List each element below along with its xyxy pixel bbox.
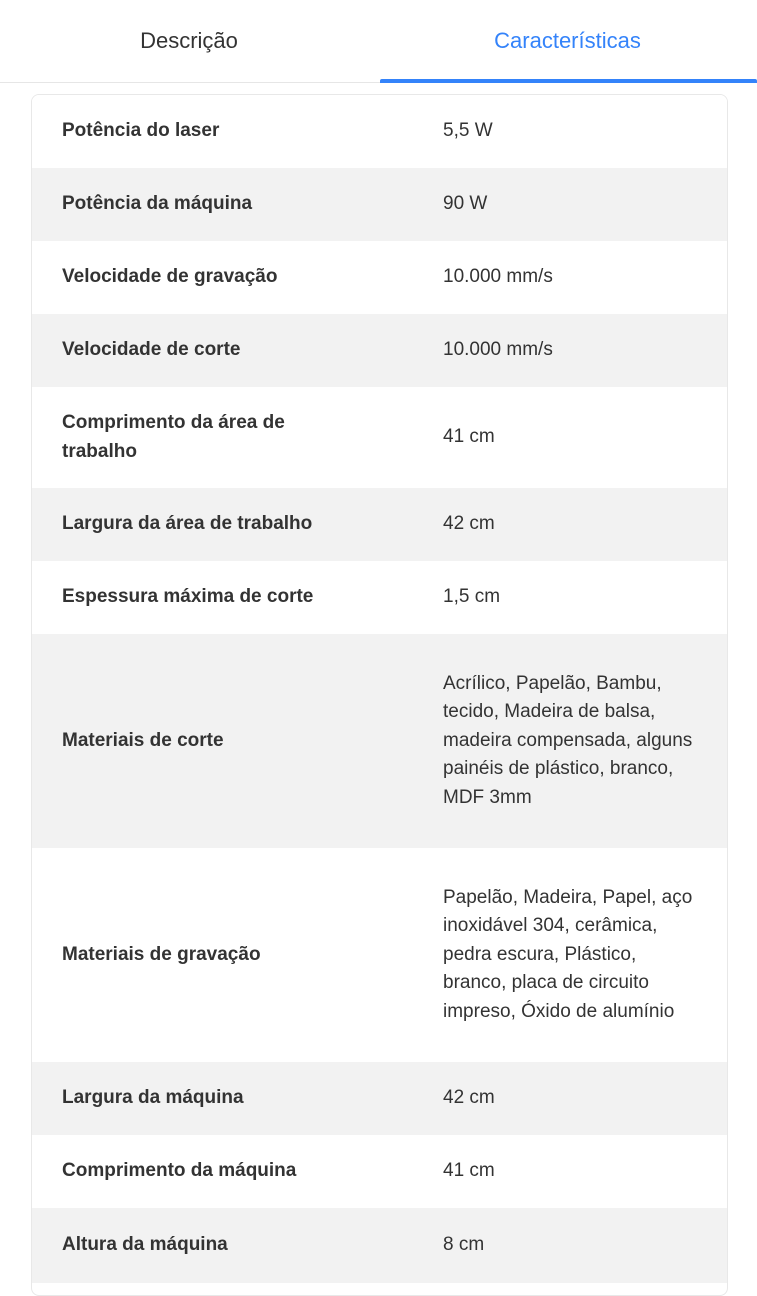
spec-key: Comprimento da máquina [62, 1160, 297, 1182]
tab-caracteristicas[interactable]: Características [494, 28, 641, 53]
spec-value: 41 cm [443, 426, 495, 448]
spec-value: 42 cm [443, 1087, 495, 1109]
spec-key: Velocidade de gravação [62, 266, 278, 288]
table-row [32, 314, 727, 387]
spec-key: Largura da máquina [62, 1087, 244, 1109]
table-row [32, 1062, 727, 1135]
table-row [32, 241, 727, 314]
spec-value: 41 cm [443, 1160, 495, 1182]
table-row [32, 1135, 727, 1208]
table-row [32, 387, 727, 488]
table-row [32, 634, 727, 848]
spec-key: Comprimento da área de trabalho [62, 412, 285, 462]
spec-key: Materiais de corte [62, 729, 224, 751]
table-row [32, 848, 727, 1062]
table-row [32, 95, 727, 168]
spec-value: 42 cm [443, 513, 495, 535]
spec-key: Materiais de gravação [62, 943, 261, 965]
tab-descricao[interactable]: Descrição [140, 28, 238, 53]
spec-key: Altura da máquina [62, 1234, 228, 1256]
table-row [32, 561, 727, 634]
specs-table [31, 94, 728, 1296]
spec-key: Velocidade de corte [62, 339, 241, 361]
table-row [32, 1208, 727, 1283]
spec-key: Largura da área de trabalho [62, 513, 313, 535]
spec-value: 8 cm [443, 1234, 485, 1256]
table-row [32, 168, 727, 241]
spec-value: 90 W [443, 193, 488, 215]
spec-value: 5,5 W [443, 120, 493, 142]
active-tab-indicator [380, 79, 757, 83]
spec-key: Potência da máquina [62, 193, 253, 215]
spec-key: Potência do laser [62, 120, 220, 142]
spec-value: Papelão, Madeira, Papel, aço inoxidável 304, cerâmica, pedra escura, Plástico, branco, placa de circuito impreso, Óxido de alumínio [443, 886, 693, 1022]
spec-value: 1,5 cm [443, 586, 501, 608]
table-row [32, 488, 727, 561]
spec-value: Acrílico, Papelão, Bambu, tecido, Madeira de balsa, madeira compensada, alguns painéis de plástico, branco, MDF 3mm [443, 672, 693, 808]
spec-value: 10.000 mm/s [443, 266, 553, 288]
tab-bar [0, 0, 757, 83]
spec-value: 10.000 mm/s [443, 339, 553, 361]
spec-key: Espessura máxima de corte [62, 586, 314, 608]
